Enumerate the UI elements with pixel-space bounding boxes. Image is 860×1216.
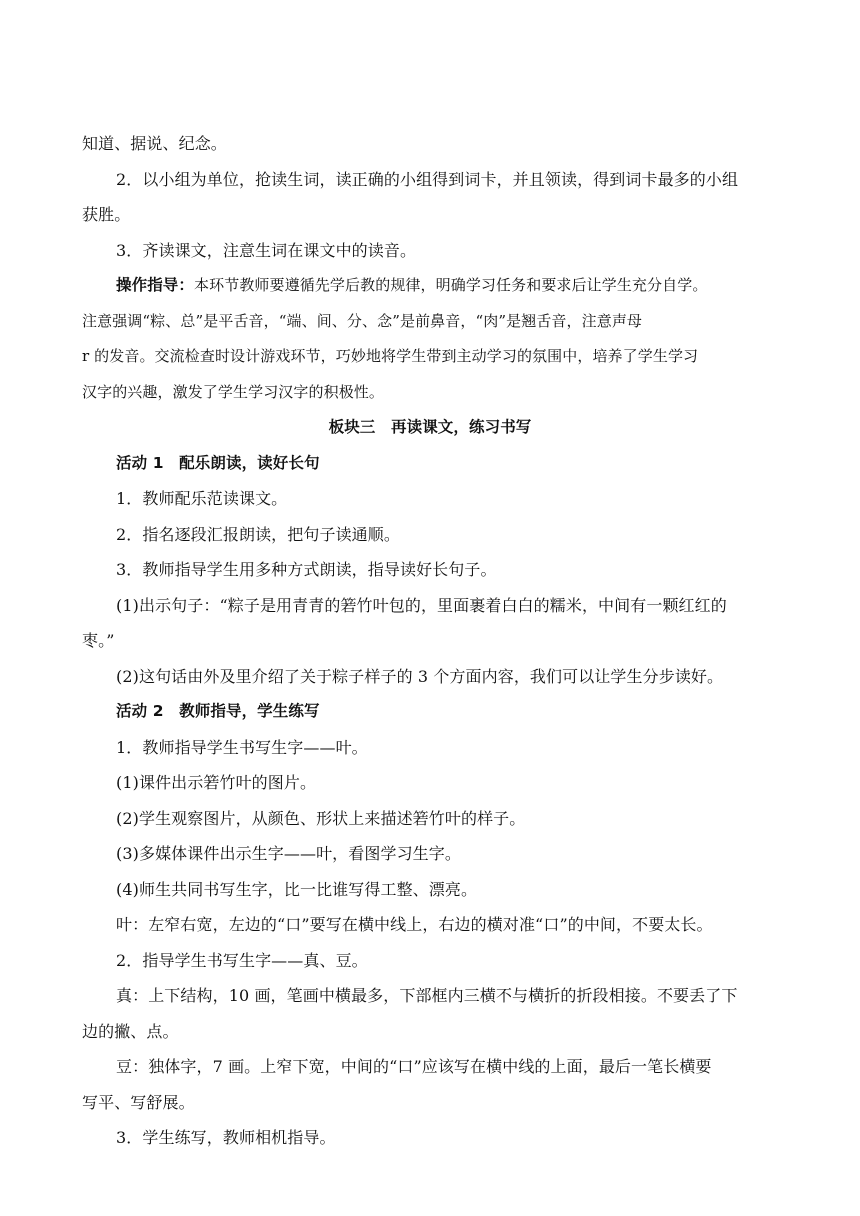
paragraph-line: 2．指名逐段汇报朗读，把句子读通顺。 (116, 524, 400, 544)
paragraph-line: 2．指导学生书写生字——真、豆。 (116, 950, 368, 970)
activity-heading: 活动 1 配乐朗读，读好长句 (116, 453, 320, 472)
paragraph-line: 写平、写舒展。 (82, 1092, 195, 1112)
operation-guide-text: 本环节教师要遵循先学后教的规律，明确学习任务和要求后让学生充分自学。 (194, 276, 708, 294)
activity-heading: 活动 2 教师指导，学生练写 (116, 702, 320, 720)
paragraph-line: 叶：左窄右宽，左边的“口”要写在横中线上，右边的横对准“口”的中间，不要太长。 (116, 915, 713, 934)
operation-guide-line: 汉字的兴趣，激发了学生学习汉字的积极性。 (82, 382, 385, 401)
paragraph-line: (2)这句话由外及里介绍了关于粽子样子的 3 个方面内容，我们可以让学生分步读好。 (116, 666, 724, 686)
paragraph-line: 获胜。 (82, 205, 131, 224)
paragraph-line: 3．教师指导学生用多种方式朗读，指导读好长句子。 (116, 560, 497, 579)
paragraph-line: 1．教师指导学生书写生字——叶。 (116, 737, 368, 757)
paragraph-line: (3)多媒体课件出示生字——叶，看图学习生字。 (116, 844, 461, 863)
section-title: 板块三 再读课文，练习书写 (328, 418, 532, 436)
operation-guide-line: r 的发音。交流检查时设计游戏环节，巧妙地将学生带到主动学习的氛围中，培养了学生学习 (82, 347, 699, 365)
paragraph-line: (2)学生观察图片，从颜色、形状上来描述箬竹叶的样子。 (116, 808, 526, 828)
paragraph-line: 1．教师配乐范读课文。 (116, 489, 288, 508)
operation-guide-label: 操作指导： (116, 276, 195, 294)
paragraph-line: 真：上下结构，10 画，笔画中横最多，下部框内三横不与横折的折段相接。不要丢了下 (116, 986, 738, 1005)
paragraph-line: 2．以小组为单位，抢读生词，读正确的小组得到词卡，并且领读，得到词卡最多的小组 (116, 169, 739, 189)
paragraph-line: 3．学生练写，教师相机指导。 (116, 1128, 336, 1147)
paragraph-line: 知道、据说、纪念。 (82, 134, 227, 153)
paragraph-line: (4)师生共同书写生字，比一比谁写得工整、漂亮。 (116, 879, 478, 899)
operation-guide-paragraph (82, 268, 778, 304)
paragraph-line: 3．齐读课文，注意生词在课文中的读音。 (116, 240, 417, 260)
paragraph-line: 边的撇、点。 (82, 1021, 179, 1041)
document-page (82, 126, 778, 1156)
paragraph-line: 枣。” (82, 631, 115, 650)
operation-guide-line: 注意强调“粽、总”是平舌音，“端、间、分、念”是前鼻音，“肉”是翘舌音，注意声母 (82, 311, 643, 330)
paragraph-line: 豆：独体字，7 画。上窄下宽，中间的“口”应该写在横中线的上面，最后一笔长横要 (116, 1057, 712, 1076)
paragraph-line: (1)出示句子：“粽子是用青青的箬竹叶包的，里面裹着白白的糯米，中间有一颗红红的 (116, 595, 727, 615)
paragraph-line: (1)课件出示箬竹叶的图片。 (116, 773, 317, 792)
